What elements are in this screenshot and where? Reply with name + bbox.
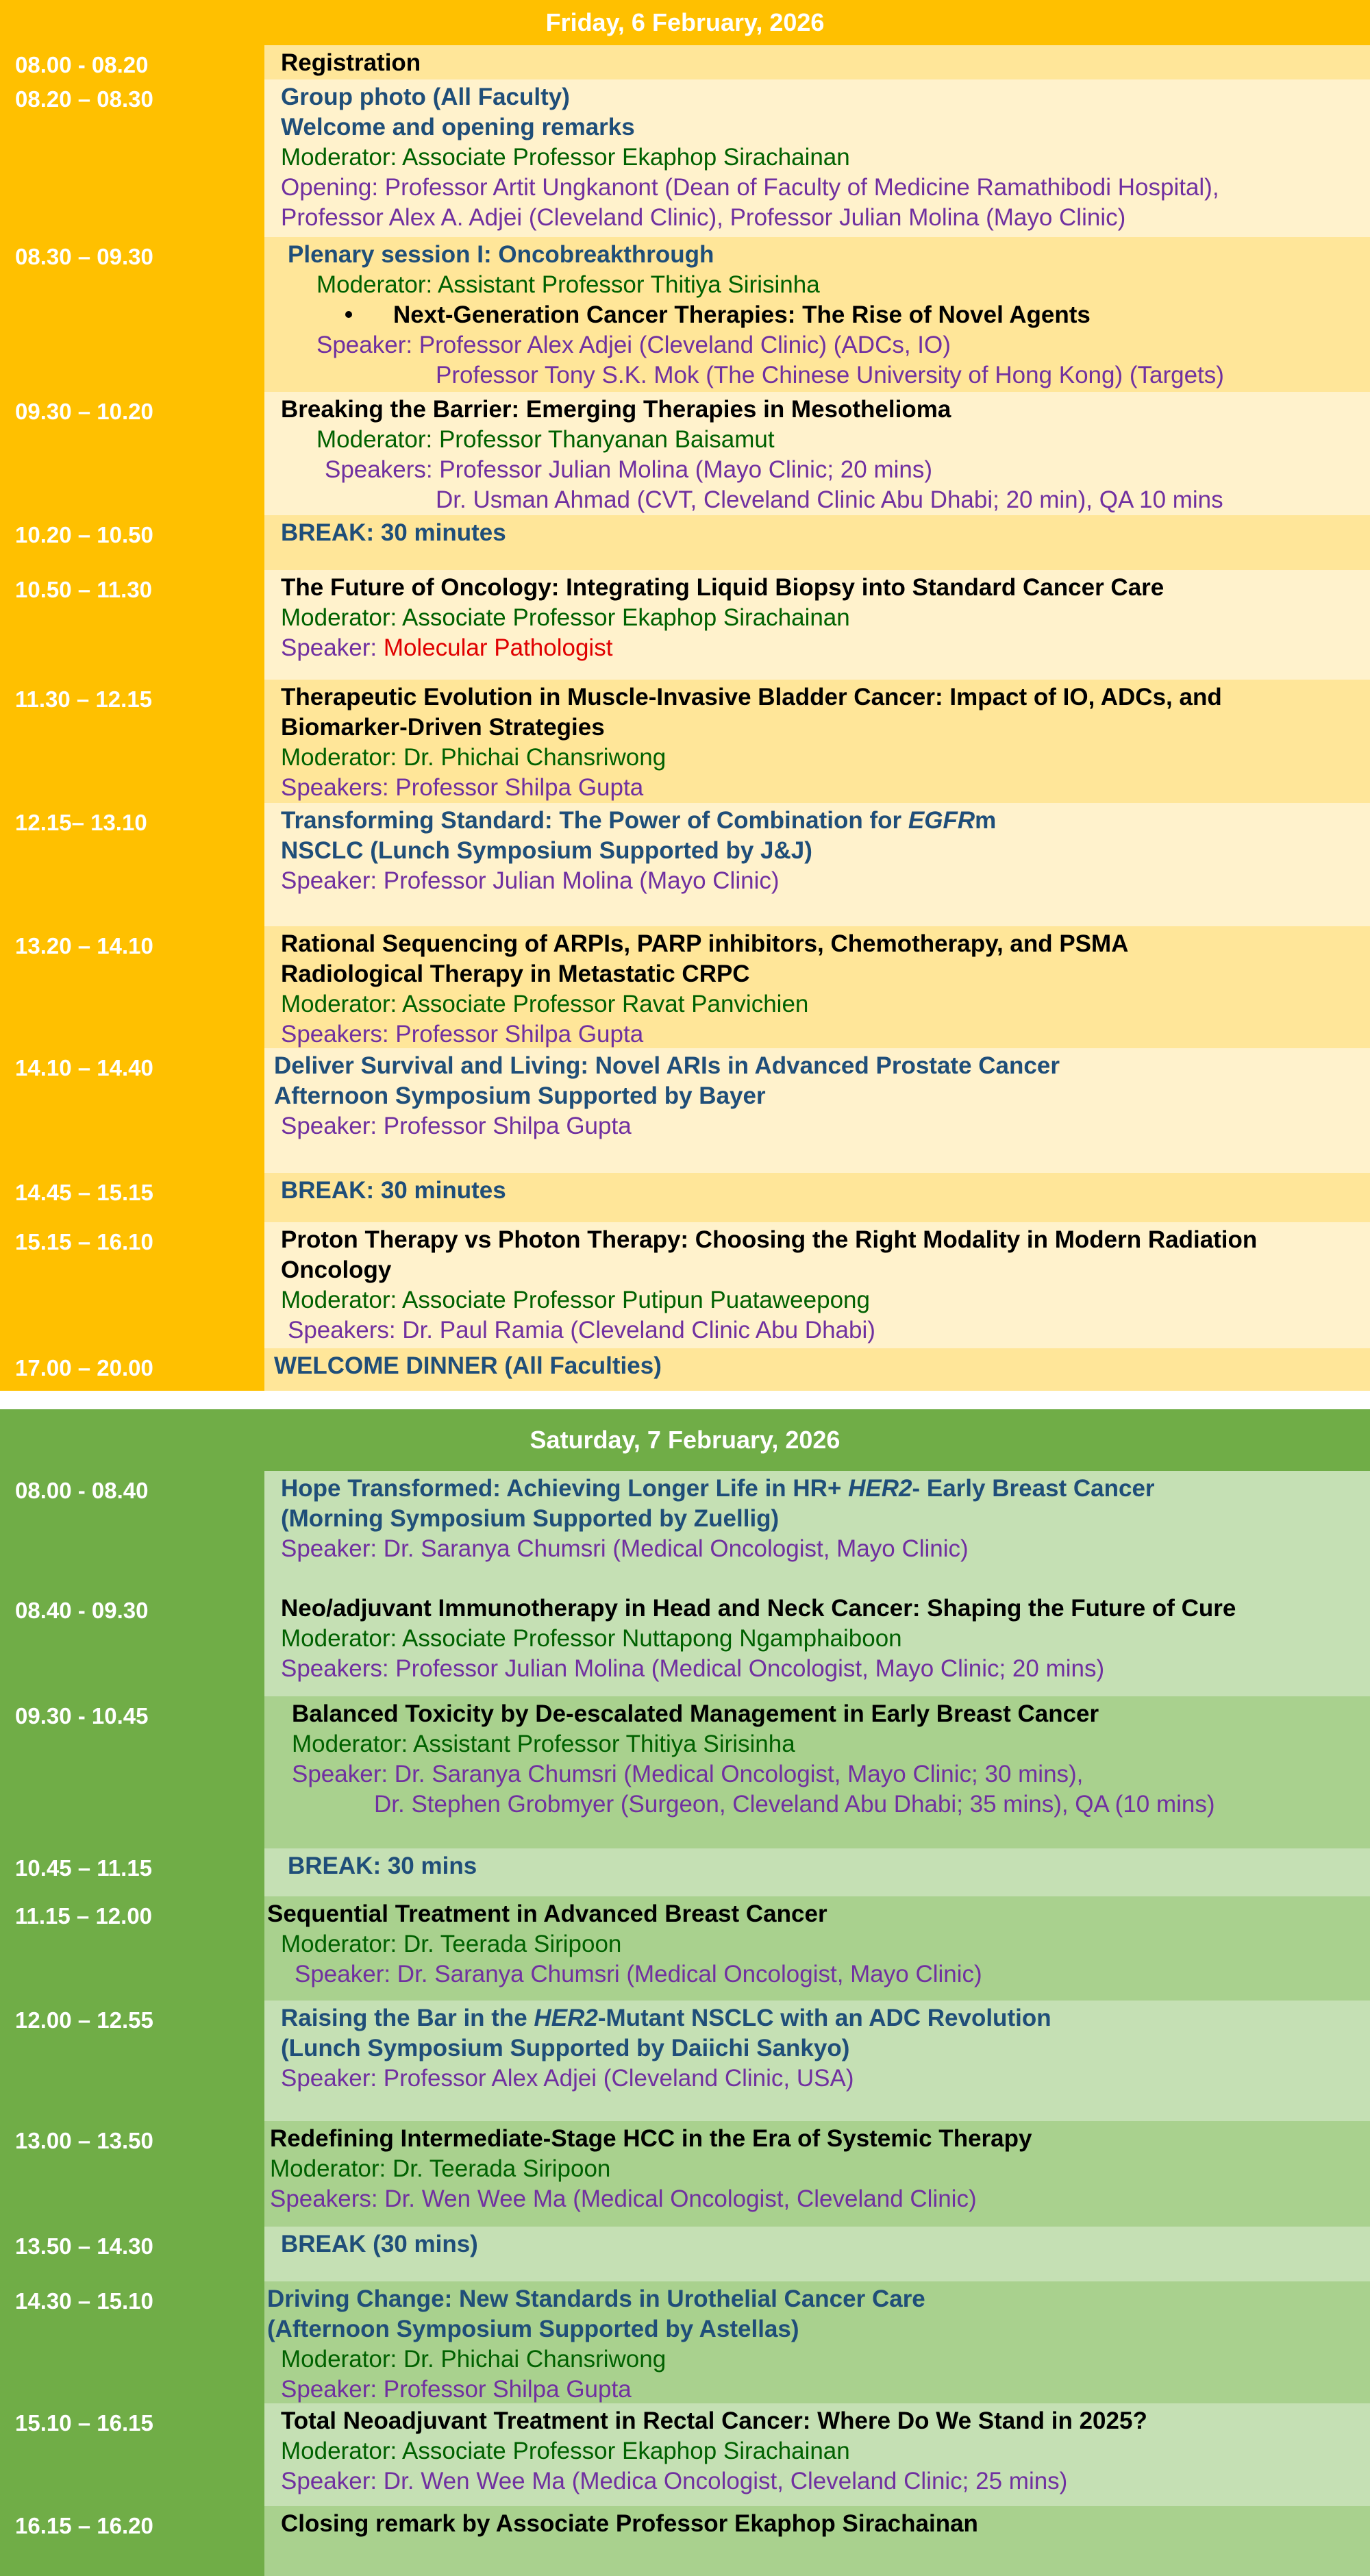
- session-details: [264, 2121, 1370, 2227]
- session-details: [264, 2281, 1370, 2403]
- session-time: 16.15 – 16.20: [0, 2506, 264, 2576]
- session-details: [264, 392, 1370, 515]
- session-time: 13.50 – 14.30: [0, 2227, 264, 2281]
- friday-session-row: [0, 1222, 1370, 1348]
- session-line: Speaker: Dr. Saranya Chumsri (Medical Oncologist, Mayo Clinic): [295, 1961, 982, 1987]
- session-time: 12.00 – 12.55: [0, 2001, 264, 2121]
- friday-session-row: [0, 515, 1370, 570]
- friday-session-row: [0, 926, 1370, 1048]
- session-time: 15.10 – 16.15: [0, 2403, 264, 2506]
- session-details: [264, 1048, 1370, 1173]
- session-time: 13.00 – 13.50: [0, 2121, 264, 2227]
- session-line: Balanced Toxicity by De-escalated Management in Early Breast Cancer: [292, 1700, 1099, 1727]
- session-line: WELCOME DINNER (All Faculties): [274, 1352, 662, 1379]
- session-details: [264, 1696, 1370, 1848]
- session-details: [264, 2403, 1370, 2506]
- session-line: Speaker: Dr. Wen Wee Ma (Medica Oncologist, Cleveland Clinic; 25 mins): [281, 2468, 1068, 2494]
- session-line: Moderator: Assistant Professor Thitiya Sirisinha: [292, 1731, 795, 1757]
- saturday-session-row: [0, 1896, 1370, 2001]
- saturday-day-header: [0, 1409, 1370, 1471]
- session-line: Moderator: Assistant Professor Thitiya Sirisinha: [316, 271, 820, 298]
- session-line: Speaker: Professor Julian Molina (Mayo Clinic): [281, 867, 780, 894]
- saturday-session-row: [0, 2121, 1370, 2227]
- session-line: Moderator: Associate Professor Ekaphop Sirachainan: [281, 2438, 850, 2464]
- session-line: Sequential Treatment in Advanced Breast Cancer: [267, 1900, 827, 1927]
- session-details: [264, 1591, 1370, 1696]
- session-time: 14.10 – 14.40: [0, 1048, 264, 1173]
- session-line: Speaker: Professor Alex Adjei (Cleveland Clinic) (ADCs, IO): [316, 332, 951, 358]
- session-line: Proton Therapy vs Photon Therapy: Choosing the Right Modality in Modern Radiation: [281, 1226, 1258, 1253]
- saturday-session-row: [0, 2506, 1370, 2576]
- session-line: (Afternoon Symposium Supported by Astellas): [267, 2316, 799, 2342]
- session-line: The Future of Oncology: Integrating Liquid Biopsy into Standard Cancer Care: [281, 574, 1164, 601]
- session-time: 08.40 - 09.30: [0, 1591, 264, 1696]
- saturday-session-row: [0, 2001, 1370, 2121]
- session-time: 10.20 – 10.50: [0, 515, 264, 570]
- session-time: 08.00 - 08.40: [0, 1471, 264, 1591]
- session-details: [264, 1222, 1370, 1348]
- session-details: [264, 45, 1370, 79]
- session-line: Moderator: Dr. Teerada Siripoon: [270, 2155, 611, 2182]
- session-line: Plenary session I: Oncobreakthrough: [288, 241, 714, 268]
- session-line: Dr. Usman Ahmad (CVT, Cleveland Clinic Abu Dhabi; 20 min), QA 10 mins: [436, 486, 1223, 513]
- friday-session-row: [0, 680, 1370, 803]
- session-line: (Morning Symposium Supported by Zuellig): [281, 1505, 780, 1532]
- friday-session-row: [0, 237, 1370, 392]
- session-time: 13.20 – 14.10: [0, 926, 264, 1048]
- session-line: Professor Alex A. Adjei (Cleveland Clinic), Professor Julian Molina (Mayo Clinic): [281, 204, 1126, 231]
- session-details: [264, 2001, 1370, 2121]
- session-details: [264, 1471, 1370, 1591]
- session-details: [264, 515, 1370, 570]
- session-line: Registration: [281, 49, 421, 76]
- session-line: Raising the Bar in the HER2-Mutant NSCLC with an ADC Revolution: [281, 2005, 1051, 2031]
- session-line: Next-Generation Cancer Therapies: The Rise of Novel Agents: [281, 300, 1370, 330]
- session-time: 09.30 - 10.45: [0, 1696, 264, 1848]
- session-time: 08.20 – 08.30: [0, 79, 264, 237]
- session-line: Professor Tony S.K. Mok (The Chinese University of Hong Kong) (Targets): [436, 362, 1224, 388]
- session-line: Speaker: Professor Alex Adjei (Cleveland Clinic, USA): [281, 2065, 854, 2092]
- session-line: (Lunch Symposium Supported by Daiichi Sankyo): [281, 2035, 850, 2061]
- friday-session-row: [0, 79, 1370, 237]
- session-line: Breaking the Barrier: Emerging Therapies in Mesothelioma: [281, 396, 951, 423]
- session-line: Speaker: Dr. Saranya Chumsri (Medical Oncologist, Mayo Clinic; 30 mins),: [292, 1761, 1084, 1787]
- saturday-title: Saturday, 7 February, 2026: [530, 1426, 840, 1454]
- session-details: [264, 570, 1370, 680]
- session-details: [264, 2227, 1370, 2281]
- session-line: Dr. Stephen Grobmyer (Surgeon, Cleveland Abu Dhabi; 35 mins), QA (10 mins): [374, 1791, 1215, 1818]
- session-time: 09.30 – 10.20: [0, 392, 264, 515]
- session-line: Speakers: Dr. Wen Wee Ma (Medical Oncologist, Cleveland Clinic): [270, 2185, 977, 2212]
- session-details: [264, 1848, 1370, 1896]
- session-time: 15.15 – 16.10: [0, 1222, 264, 1348]
- gene-name: HER2: [848, 1475, 912, 1502]
- session-time: 11.15 – 12.00: [0, 1896, 264, 2001]
- session-line: Moderator: Associate Professor Ravat Panvichien: [281, 991, 809, 1017]
- session-line: Moderator: Dr. Phichai Chansriwong: [281, 2346, 667, 2373]
- session-line: Welcome and opening remarks: [281, 114, 635, 140]
- session-time: 17.00 – 20.00: [0, 1348, 264, 1391]
- session-details: [264, 2506, 1370, 2576]
- session-line: Speakers: Professor Shilpa Gupta: [281, 774, 644, 801]
- session-details: [264, 803, 1370, 926]
- session-line: Speaker: Molecular Pathologist: [281, 634, 613, 661]
- bullet-icon: [345, 311, 352, 318]
- speaker-role: Molecular Pathologist: [383, 634, 613, 661]
- session-line: Moderator: Dr. Phichai Chansriwong: [281, 744, 667, 771]
- session-time: 08.30 – 09.30: [0, 237, 264, 392]
- session-line: Moderator: Professor Thanyanan Baisamut: [316, 426, 775, 453]
- session-line: Moderator: Associate Professor Ekaphop Sirachainan: [281, 144, 850, 171]
- session-line: Transforming Standard: The Power of Combination for EGFRm: [281, 807, 997, 834]
- session-details: [264, 680, 1370, 803]
- session-line: Deliver Survival and Living: Novel ARIs in Advanced Prostate Cancer: [274, 1052, 1060, 1079]
- gene-name: EGFR: [908, 807, 975, 834]
- friday-session-row: [0, 570, 1370, 680]
- session-time: 10.50 – 11.30: [0, 570, 264, 680]
- session-line: Redefining Intermediate-Stage HCC in the Era of Systemic Therapy: [270, 2125, 1032, 2152]
- session-details: [264, 1173, 1370, 1222]
- session-time: 10.45 – 11.15: [0, 1848, 264, 1896]
- saturday-session-row: [0, 1696, 1370, 1848]
- session-line: Oncology: [281, 1256, 392, 1283]
- session-line: BREAK: 30 minutes: [281, 519, 506, 546]
- session-details: [264, 79, 1370, 237]
- gene-name: HER2: [534, 2005, 598, 2031]
- session-line: Speaker: Professor Shilpa Gupta: [281, 2376, 632, 2403]
- session-time: 14.45 – 15.15: [0, 1173, 264, 1222]
- session-time: 12.15– 13.10: [0, 803, 264, 926]
- session-line: NSCLC (Lunch Symposium Supported by J&J): [281, 837, 812, 864]
- saturday-session-row: [0, 1591, 1370, 1696]
- session-time: 14.30 – 15.10: [0, 2281, 264, 2403]
- session-details: [264, 1896, 1370, 2001]
- friday-day-header: [0, 0, 1370, 45]
- session-line: Moderator: Associate Professor Putipun Puataweepong: [281, 1287, 870, 1313]
- session-line: Speakers: Dr. Paul Ramia (Cleveland Clinic Abu Dhabi): [288, 1317, 875, 1343]
- session-line: Moderator: Dr. Teerada Siripoon: [281, 1931, 622, 1957]
- session-details: [264, 1348, 1370, 1391]
- saturday-session-row: [0, 2403, 1370, 2506]
- session-line: Hope Transformed: Achieving Longer Life in HR+ HER2- Early Breast Cancer: [281, 1475, 1155, 1502]
- session-line: Rational Sequencing of ARPIs, PARP inhibitors, Chemotherapy, and PSMA: [281, 930, 1129, 957]
- saturday-session-row: [0, 1471, 1370, 1591]
- session-line: Therapeutic Evolution in Muscle-Invasive Bladder Cancer: Impact of IO, ADCs, and: [281, 684, 1222, 710]
- friday-session-row: [0, 803, 1370, 926]
- friday-session-row: [0, 1348, 1370, 1391]
- session-details: [264, 926, 1370, 1048]
- session-line: BREAK (30 mins): [281, 2231, 478, 2257]
- session-line: BREAK: 30 minutes: [281, 1177, 506, 1204]
- session-line: Driving Change: New Standards in Urothelial Cancer Care: [267, 2286, 925, 2312]
- saturday-session-row: [0, 1848, 1370, 1896]
- session-line: Radiological Therapy in Metastatic CRPC: [281, 961, 750, 987]
- session-line: Speaker: Dr. Saranya Chumsri (Medical Oncologist, Mayo Clinic): [281, 1535, 969, 1562]
- session-line: Closing remark by Associate Professor Ekaphop Sirachainan: [281, 2510, 978, 2537]
- friday-session-row: [0, 1048, 1370, 1173]
- session-line: Speakers: Professor Shilpa Gupta: [281, 1021, 644, 1048]
- session-line: Speakers: Professor Julian Molina (Mayo Clinic; 20 mins): [325, 456, 932, 483]
- session-line: Total Neoadjuvant Treatment in Rectal Cancer: Where Do We Stand in 2025?: [281, 2407, 1147, 2434]
- session-time: 11.30 – 12.15: [0, 680, 264, 803]
- session-line: Moderator: Associate Professor Ekaphop Sirachainan: [281, 604, 850, 631]
- session-line: Biomarker-Driven Strategies: [281, 714, 605, 741]
- saturday-session-row: [0, 2227, 1370, 2281]
- session-line: Opening: Professor Artit Ungkanont (Dean of Faculty of Medicine Ramathibodi Hospital),: [281, 174, 1219, 201]
- session-line: Speakers: Professor Julian Molina (Medical Oncologist, Mayo Clinic; 20 mins): [281, 1655, 1105, 1682]
- friday-session-row: [0, 1173, 1370, 1222]
- session-line: Afternoon Symposium Supported by Bayer: [274, 1082, 766, 1109]
- session-line: Neo/adjuvant Immunotherapy in Head and Neck Cancer: Shaping the Future of Cure: [281, 1595, 1236, 1622]
- session-line: Group photo (All Faculty): [281, 84, 570, 110]
- saturday-session-row: [0, 2281, 1370, 2403]
- friday-session-row: [0, 392, 1370, 515]
- friday-title: Friday, 6 February, 2026: [545, 8, 825, 36]
- session-details: [264, 237, 1370, 392]
- session-time: 08.00 - 08.20: [0, 45, 264, 79]
- session-line: BREAK: 30 mins: [288, 1853, 477, 1879]
- friday-session-row: [0, 45, 1370, 79]
- session-line: Speaker: Professor Shilpa Gupta: [281, 1113, 632, 1139]
- session-line: Moderator: Associate Professor Nuttapong Ngamphaiboon: [281, 1625, 902, 1652]
